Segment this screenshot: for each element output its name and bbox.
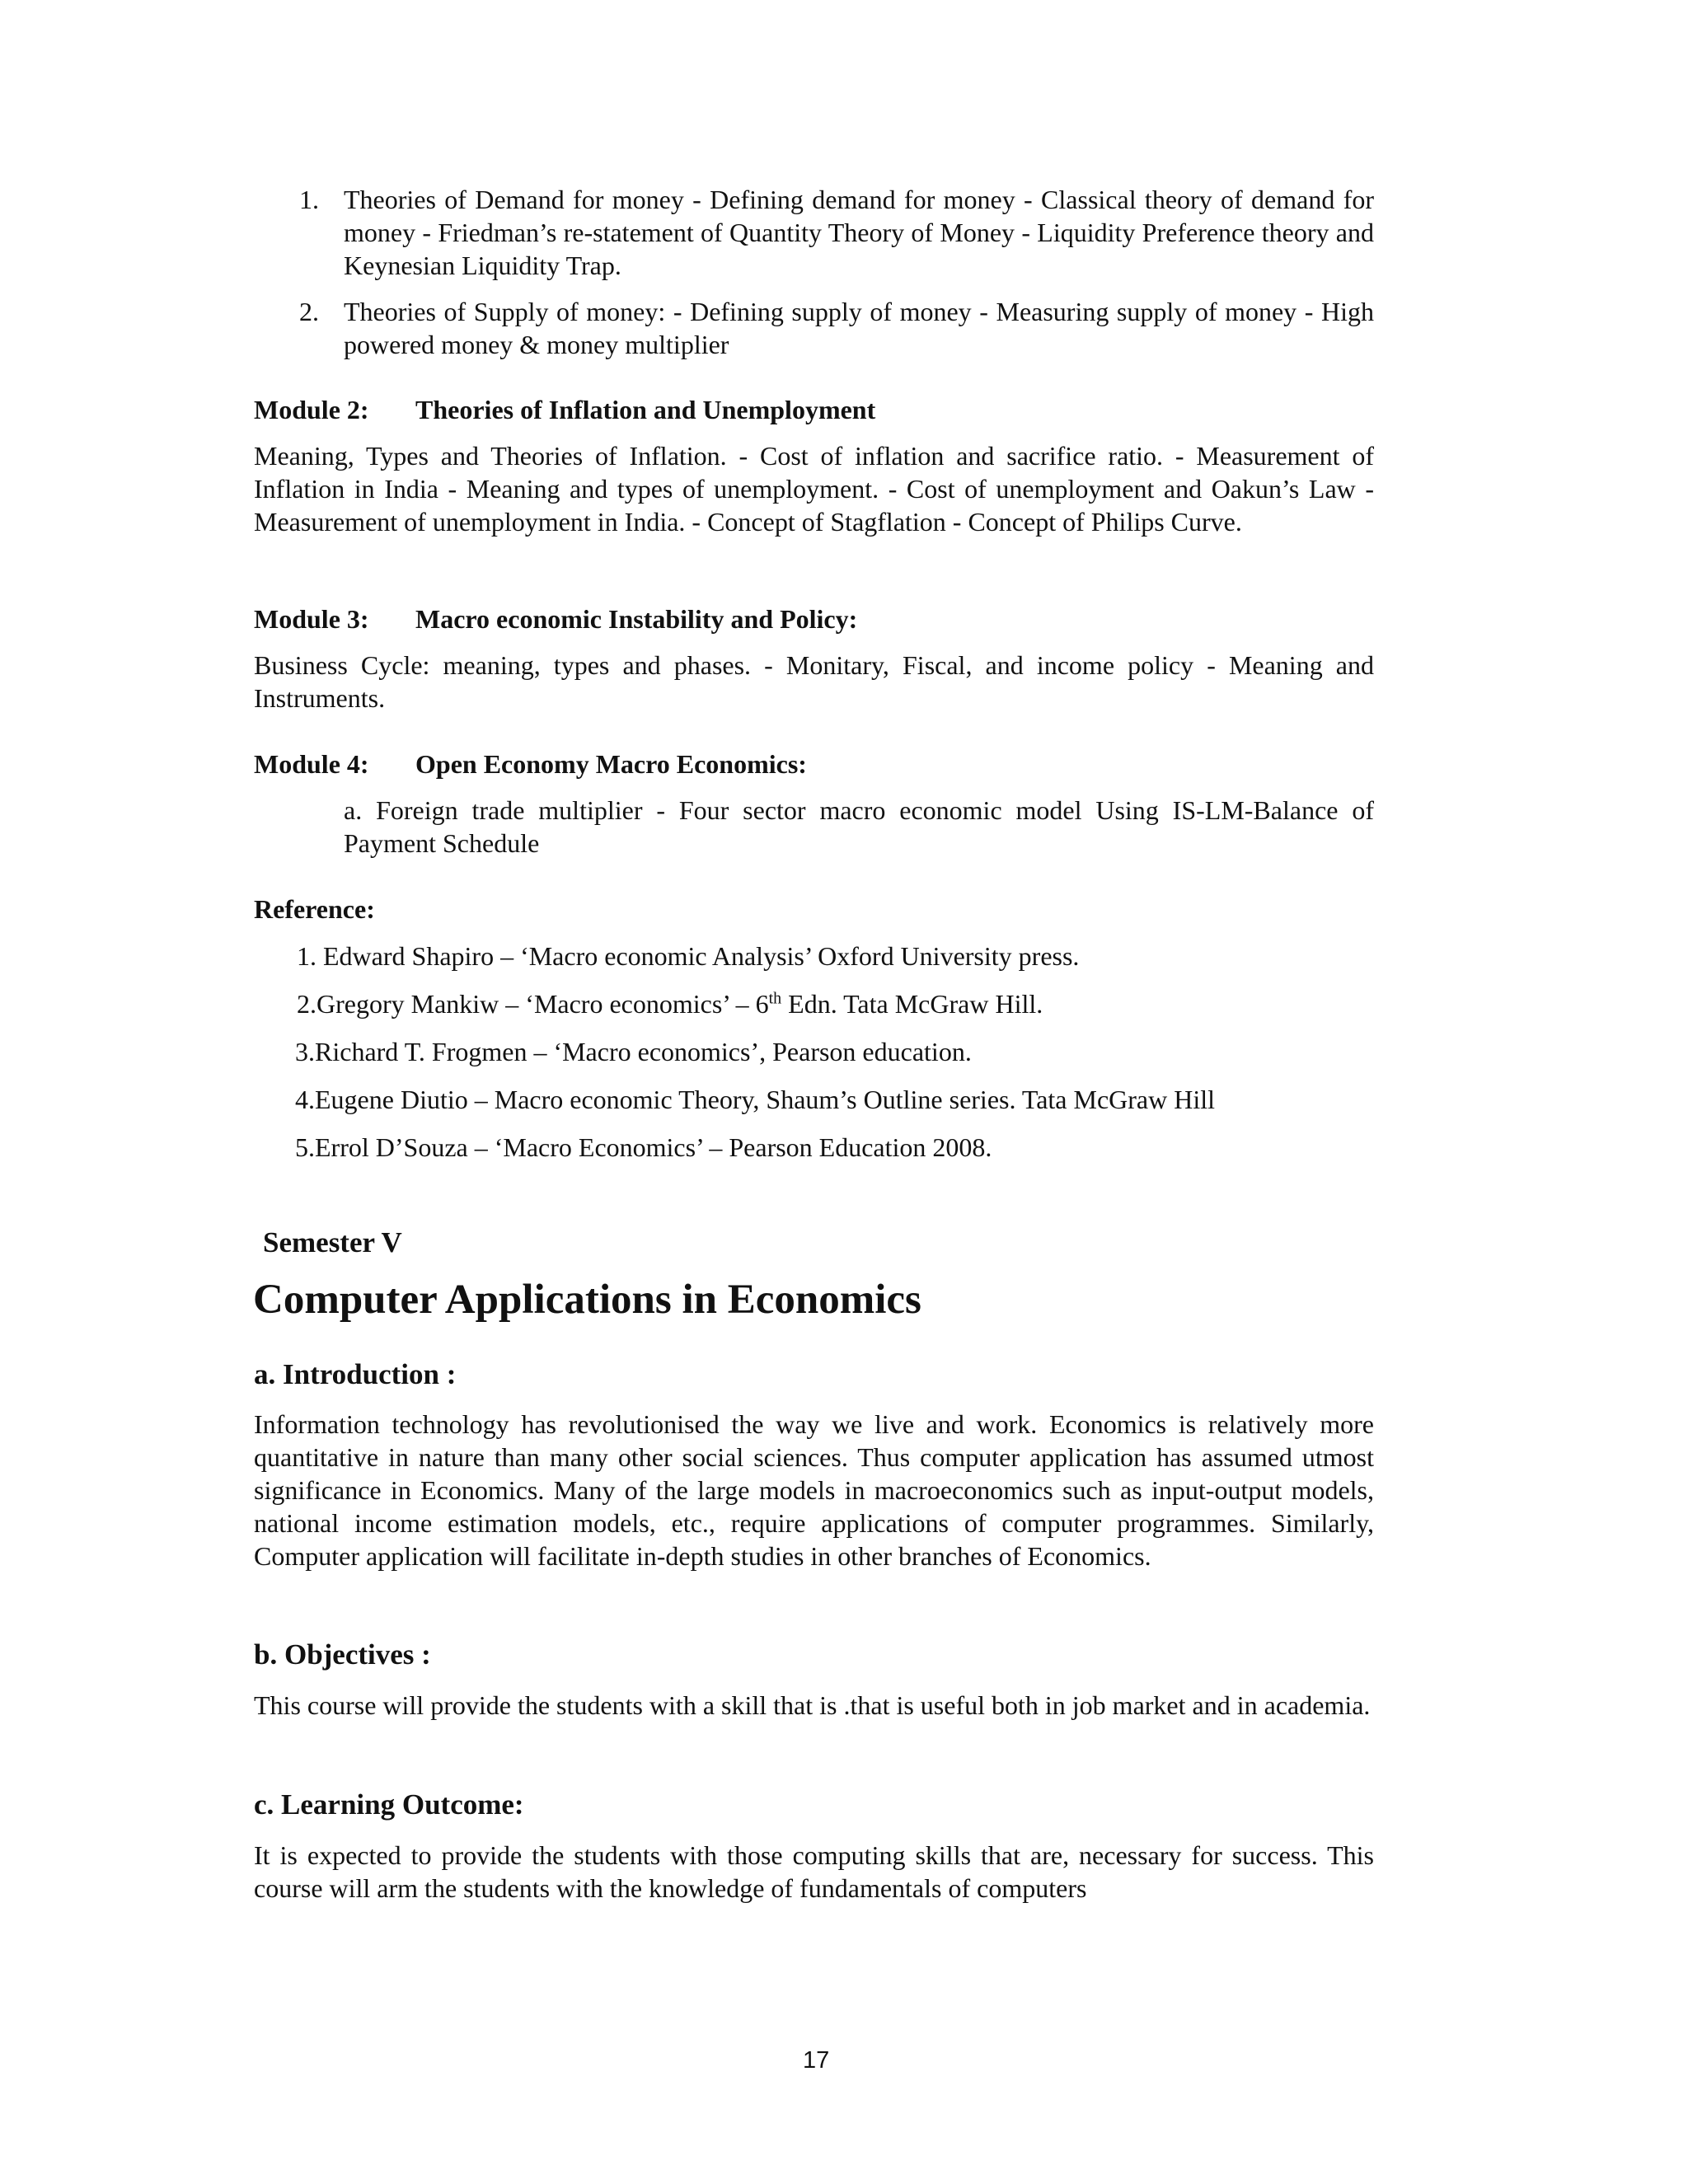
list-item-text: Theories of Demand for money - Defining demand for money - Classical theory of demand for money - Friedman’s re-statement of Quantity Theory of Money - Liquidity Preference theory and Keynesian Liquidity Trap. [344,185,1374,280]
module-2-body: Meaning, Types and Theories of Inflation. - Cost of inflation and sacrifice ratio. - Measurement of Inflation in India - Meaning and types of unemployment. - Cost of unemployment and Oakun’s Law - Measurement of unemployment in India. - Concept of Stagflation - Concept of Philips Curve. [254,441,1374,537]
module-3-heading [254,602,1160,635]
reference-text: 2.Gregory Mankiw – ‘Macro economics’ – 6 [297,989,769,1019]
module-title: Theories of Inflation and Unemployment [415,395,876,424]
learning-outcome-body: It is expected to provide the students with those computing skills that are, necessary for success. This course will arm the students with the knowledge of fundamentals of computers [254,1840,1374,1903]
module-title: Macro economic Instability and Policy: [415,604,858,634]
module-4-heading [254,748,1160,780]
module-4-body: a. Foreign trade multiplier - Four sector macro economic model Using IS-LM-Balance of Payment Schedule [344,795,1374,858]
reference-item: 4.Eugene Diutio – Macro economic Theory, Shaum’s Outline series. Tata McGraw Hill [295,1085,1216,1114]
module-label: Module 3: [254,604,369,634]
objectives-heading: b. Objectives : [254,1638,431,1671]
semester-label: Semester V [263,1226,402,1258]
module-label: Module 2: [254,395,369,424]
reference-item: 5.Errol D’Souza – ‘Macro Economics’ – Pearson Education 2008. [295,1132,992,1162]
module-2-heading [254,393,1160,426]
module-title: Open Economy Macro Economics: [415,749,807,779]
reference-item [297,987,1043,1020]
module-label: Module 4: [254,749,369,779]
module-3-body: Business Cycle: meaning, types and phases. - Monitary, Fiscal, and income policy - Meaning and Instruments. [254,650,1374,713]
objectives-body: This course will provide the students with a skill that is .that is useful both in job market and in academia. [254,1690,1371,1720]
page-number: 17 [803,2047,830,2074]
list-item-text: Theories of Supply of money: - Defining supply of money - Measuring supply of money - High powered money & money multiplier [344,297,1374,359]
learning-outcome-heading: c. Learning Outcome: [254,1788,524,1821]
numbered-list [293,183,1374,361]
introduction-body: Information technology has revolutionised the way we live and work. Economics is relatively more quantitative in nature than many other social sciences. Thus computer application has assumed utmost significance in Economics. Many of the large models in macroeconomics such as input-output models, national income estimation models, etc., require applications of computer programmes. Similarly, Computer application will facilitate in-depth studies in other branches of Economics. [254,1409,1374,1571]
list-item [293,295,1374,361]
introduction-heading: a. Introduction : [254,1358,457,1390]
list-item-number: 2. [299,297,319,326]
course-title: Computer Applications in Economics [253,1277,921,1323]
list-item [293,183,1374,282]
reference-item: 1. Edward Shapiro – ‘Macro economic Analysis’ Oxford University press. [297,941,1080,971]
list-item-number: 1. [299,185,319,214]
reference-heading: Reference: [254,894,375,924]
superscript: th [768,989,782,1008]
reference-item: 3.Richard T. Frogmen – ‘Macro economics’, Pearson education. [295,1037,972,1066]
reference-text: Edn. Tata McGraw Hill. [781,989,1043,1019]
